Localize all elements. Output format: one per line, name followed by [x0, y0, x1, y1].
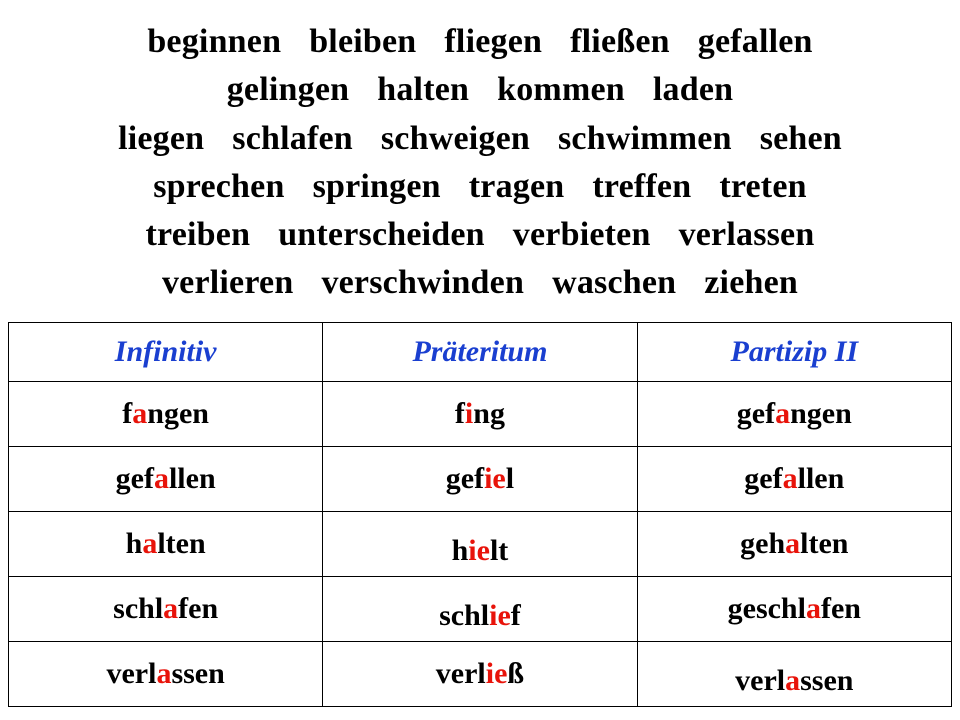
cell-praeteritum [323, 583, 637, 648]
word-part: gef [736, 396, 776, 430]
word-part: f [454, 396, 465, 430]
verb-word: schweigen [380, 119, 530, 157]
word-part: fen [820, 591, 861, 625]
vowel-highlight: a [782, 461, 798, 495]
cell-praeteritum [323, 518, 637, 583]
word-part: gef [744, 461, 783, 495]
vowel-highlight: a [156, 656, 172, 690]
verb-line [10, 211, 950, 259]
verb-word: fliegen [444, 23, 543, 60]
verb-word: beginnen [147, 23, 282, 60]
vowel-highlight: a [153, 461, 169, 495]
vowel-highlight: ie [485, 656, 508, 690]
column-header-infinitiv: Infinitiv [9, 322, 323, 381]
cell-partizip [637, 381, 951, 446]
table-body [9, 381, 952, 706]
vowel-highlight: a [142, 526, 158, 560]
word-part: geh [740, 526, 786, 560]
verb-line [10, 66, 950, 114]
verb-word: liegen [118, 119, 205, 157]
verb-word: schlafen [232, 119, 353, 157]
verb-line [10, 18, 950, 66]
word-part: h [125, 526, 143, 560]
verb-word: sehen [759, 119, 842, 157]
verb-word: fließen [570, 23, 670, 60]
verb-list [0, 0, 960, 308]
vowel-highlight: a [132, 396, 148, 430]
verb-word: treten [719, 167, 807, 205]
verb-word: bleiben [309, 23, 417, 60]
word-part: llen [168, 461, 216, 495]
cell-partizip [637, 511, 951, 576]
cell-partizip [637, 648, 951, 713]
word-part: gef [115, 461, 154, 495]
verb-word: sprechen [153, 167, 285, 205]
word-part: h [451, 533, 469, 567]
column-header-partizip: Partizip II [637, 322, 951, 381]
word-part: fen [178, 591, 219, 625]
word-part: gef [445, 461, 485, 495]
word-part: lten [800, 526, 849, 560]
verb-line [10, 259, 950, 307]
verb-word: treiben [145, 216, 251, 254]
verb-word: gefallen [697, 23, 813, 60]
word-part: geschl [727, 591, 806, 625]
word-part: ssen [171, 656, 225, 690]
verb-word: verlassen [678, 216, 815, 254]
verb-word: kommen [497, 71, 625, 109]
vowel-highlight: a [805, 591, 821, 625]
word-part: l [505, 461, 515, 495]
vowel-highlight: ie [489, 598, 511, 632]
table-row [9, 381, 952, 446]
vowel-highlight: ie [484, 461, 506, 495]
verb-word: treffen [592, 167, 692, 205]
cell-infinitiv [9, 641, 323, 706]
cell-partizip [637, 576, 951, 641]
verb-word: tragen [468, 167, 565, 205]
verb-word: waschen [552, 264, 677, 302]
conjugation-table [8, 322, 952, 707]
vowel-highlight: i [464, 396, 474, 430]
conjugation-table-wrap [8, 322, 952, 707]
verb-word: ziehen [704, 264, 799, 302]
word-part: llen [797, 461, 845, 495]
cell-infinitiv [9, 381, 323, 446]
verb-word: schwimmen [558, 119, 732, 157]
verb-word: verschwinden [321, 264, 525, 302]
vowel-highlight: a [163, 591, 179, 625]
word-part: verl [735, 663, 786, 697]
table-header-row [9, 322, 952, 381]
word-part: ngen [790, 396, 852, 430]
cell-infinitiv [9, 576, 323, 641]
word-part: f [122, 396, 133, 430]
table-row [9, 446, 952, 511]
word-part: verl [435, 656, 486, 690]
vowel-highlight: a [775, 396, 791, 430]
table-row [9, 641, 952, 706]
word-part: lt [489, 533, 509, 567]
verb-word: halten [377, 71, 470, 109]
verb-line [10, 115, 950, 163]
verb-word: verbieten [512, 216, 651, 254]
table-row [9, 576, 952, 641]
verb-line [10, 163, 950, 211]
word-part: ng [473, 396, 505, 430]
word-part: schl [113, 591, 164, 625]
word-part: lten [157, 526, 206, 560]
verb-word: gelingen [226, 71, 350, 109]
vowel-highlight: ie [468, 533, 490, 567]
cell-partizip [637, 446, 951, 511]
word-part: verl [106, 656, 157, 690]
verb-word: laden [652, 71, 734, 109]
verb-word: springen [312, 167, 441, 205]
vowel-highlight: a [785, 526, 801, 560]
verb-word: verlieren [161, 264, 294, 302]
word-part: schl [439, 598, 490, 632]
word-part: ngen [147, 396, 209, 430]
cell-infinitiv [9, 446, 323, 511]
table-row [9, 511, 952, 576]
cell-praeteritum [323, 641, 637, 706]
column-header-praeteritum: Präteritum [323, 322, 637, 381]
cell-praeteritum [323, 446, 637, 511]
cell-infinitiv [9, 511, 323, 576]
word-part: ß [507, 656, 525, 690]
verb-word: unterscheiden [278, 216, 485, 254]
cell-praeteritum [323, 381, 637, 446]
word-part: f [510, 598, 521, 632]
word-part: ssen [800, 663, 854, 697]
vowel-highlight: a [785, 663, 801, 697]
